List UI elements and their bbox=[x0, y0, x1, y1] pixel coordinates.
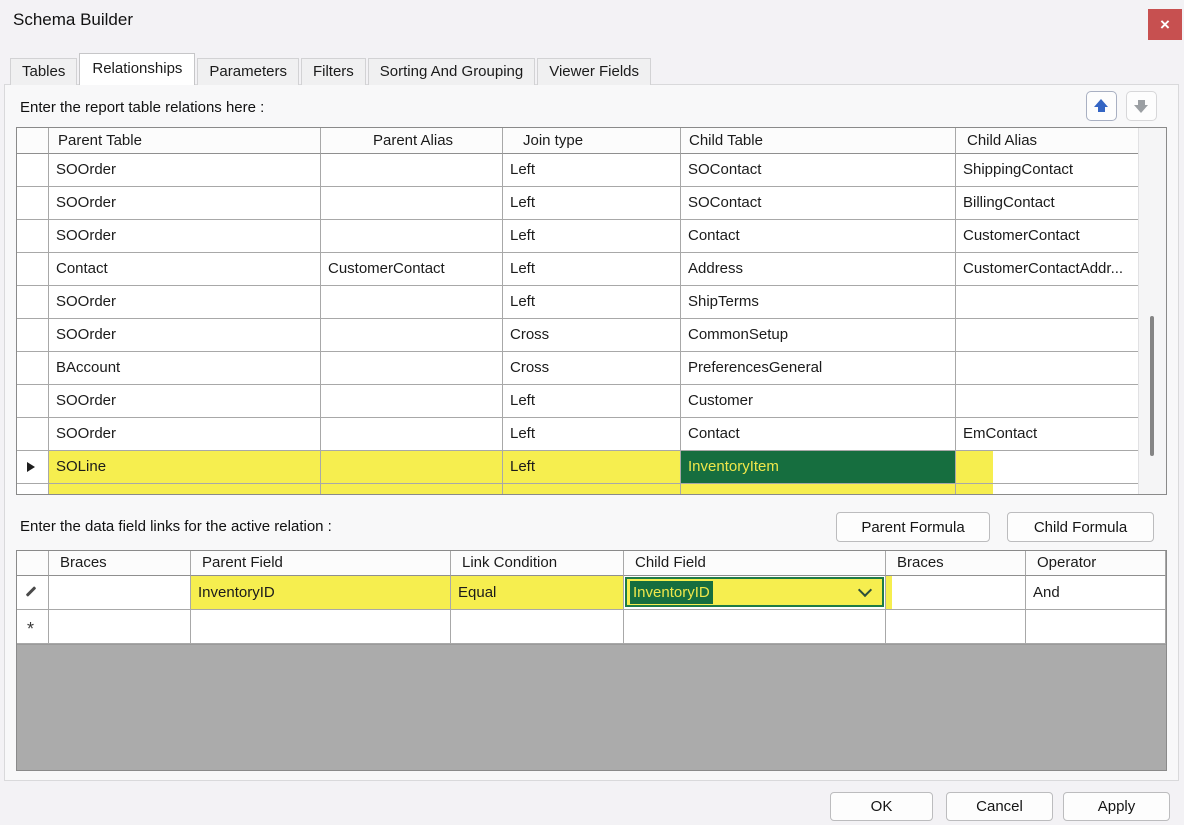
relations-header-row bbox=[17, 128, 1139, 154]
cell-parent_alias[interactable]: CustomerContact bbox=[321, 253, 503, 286]
arrow-up-icon bbox=[1094, 99, 1109, 113]
cell-child_table[interactable]: Address bbox=[681, 253, 956, 286]
cell-child_alias[interactable] bbox=[956, 286, 1139, 319]
ok-button[interactable]: OK bbox=[830, 792, 933, 821]
column-header-parent_field: Parent Field bbox=[191, 551, 451, 576]
table-row bbox=[17, 154, 1139, 187]
chevron-down-icon[interactable] bbox=[858, 583, 872, 597]
cell-join_type[interactable]: Left bbox=[503, 220, 681, 253]
column-header-join_type: Join type bbox=[503, 128, 681, 154]
row-header[interactable] bbox=[17, 187, 49, 220]
cell-child_table[interactable]: Contact bbox=[681, 220, 956, 253]
row-header[interactable] bbox=[17, 610, 49, 644]
cell-child_alias[interactable] bbox=[956, 319, 1139, 352]
cell-join_type[interactable]: Left bbox=[503, 187, 681, 220]
child-formula-button[interactable]: Child Formula bbox=[1007, 512, 1154, 542]
row-header[interactable] bbox=[17, 418, 49, 451]
column-header-parent_alias: Parent Alias bbox=[321, 128, 503, 154]
table-row bbox=[17, 451, 1139, 484]
table-row bbox=[17, 385, 1139, 418]
tab-tables[interactable]: Tables bbox=[10, 58, 77, 85]
cell-join_type[interactable]: Cross bbox=[503, 352, 681, 385]
cell-parent_table[interactable]: SOOrder bbox=[49, 154, 321, 187]
cell-parent_alias[interactable] bbox=[321, 187, 503, 220]
cell-parent_alias[interactable] bbox=[321, 220, 503, 253]
cell-child_table[interactable]: SOContact bbox=[681, 187, 956, 220]
table-row bbox=[17, 352, 1139, 385]
cell-empty[interactable] bbox=[503, 484, 681, 495]
child-field-dropdown[interactable] bbox=[625, 577, 884, 607]
cell-child_alias[interactable]: EmContact bbox=[956, 418, 1139, 451]
scrollbar-thumb[interactable] bbox=[1150, 316, 1154, 456]
column-header-link_condition: Link Condition bbox=[451, 551, 624, 576]
table-row-new bbox=[17, 610, 1166, 644]
cell-operator[interactable]: And bbox=[1026, 576, 1166, 610]
current-row-icon bbox=[27, 462, 35, 472]
cell-parent_table[interactable]: SOOrder bbox=[49, 418, 321, 451]
table-row bbox=[17, 187, 1139, 220]
table-row bbox=[17, 576, 1166, 610]
cell-child_alias[interactable] bbox=[956, 451, 1139, 484]
cell-empty[interactable] bbox=[886, 610, 1026, 644]
table-row bbox=[17, 286, 1139, 319]
cell-empty[interactable] bbox=[1026, 610, 1166, 644]
cell-join_type[interactable]: Left bbox=[503, 286, 681, 319]
cell-child_alias[interactable]: ShippingContact bbox=[956, 154, 1139, 187]
window-title: Schema Builder bbox=[13, 10, 134, 29]
column-header-braces2: Braces bbox=[886, 551, 1026, 576]
tab-strip bbox=[10, 53, 653, 85]
cell-child_table[interactable]: SOContact bbox=[681, 154, 956, 187]
row-header[interactable] bbox=[17, 154, 49, 187]
cell-join_type[interactable]: Cross bbox=[503, 319, 681, 352]
tab-viewer-fields[interactable]: Viewer Fields bbox=[537, 58, 651, 85]
cell-child_alias[interactable]: CustomerContact bbox=[956, 220, 1139, 253]
cell-child_alias[interactable]: BillingContact bbox=[956, 187, 1139, 220]
cell-parent_table[interactable]: SOOrder bbox=[49, 220, 321, 253]
row-header[interactable] bbox=[17, 484, 49, 495]
cell-join_type[interactable]: Left bbox=[503, 385, 681, 418]
cell-braces[interactable] bbox=[49, 576, 191, 610]
cell-empty[interactable] bbox=[49, 610, 191, 644]
tab-relationships[interactable]: Relationships bbox=[79, 53, 195, 85]
close-button[interactable] bbox=[1148, 9, 1182, 40]
relations-label: Enter the report table relations here : bbox=[20, 99, 265, 116]
tab-sorting-and-grouping[interactable]: Sorting And Grouping bbox=[368, 58, 535, 85]
cell-parent_alias[interactable] bbox=[321, 418, 503, 451]
cell-parent_alias[interactable] bbox=[321, 286, 503, 319]
row-header[interactable] bbox=[17, 576, 49, 610]
dropdown-selected-value: InventoryID bbox=[630, 581, 713, 604]
relations-grid bbox=[16, 127, 1167, 495]
row-header[interactable] bbox=[17, 385, 49, 418]
cell-parent_alias[interactable] bbox=[321, 385, 503, 418]
row-header[interactable] bbox=[17, 253, 49, 286]
column-header-child_alias: Child Alias bbox=[956, 128, 1139, 154]
cell-parent_table[interactable]: SOOrder bbox=[49, 319, 321, 352]
cell-empty[interactable] bbox=[451, 610, 624, 644]
cancel-button[interactable]: Cancel bbox=[946, 792, 1053, 821]
cell-child_alias[interactable] bbox=[956, 352, 1139, 385]
column-header-operator: Operator bbox=[1026, 551, 1166, 576]
links-header-row bbox=[17, 551, 1166, 576]
cell-parent_table[interactable]: Contact bbox=[49, 253, 321, 286]
row-header-corner bbox=[17, 551, 49, 576]
close-icon: × bbox=[1160, 14, 1170, 34]
table-row-partial bbox=[17, 484, 1139, 495]
cell-join_type[interactable]: Left bbox=[503, 418, 681, 451]
cell-parent_alias[interactable] bbox=[321, 319, 503, 352]
column-header-braces: Braces bbox=[49, 551, 191, 576]
arrow-down-icon bbox=[1134, 99, 1149, 113]
cell-link_condition[interactable]: Equal bbox=[451, 576, 624, 610]
cell-join_type[interactable]: Left bbox=[503, 451, 681, 484]
cell-child_table[interactable]: Customer bbox=[681, 385, 956, 418]
new-row-asterisk-icon: * bbox=[27, 619, 35, 639]
cell-parent_field[interactable]: InventoryID bbox=[191, 576, 451, 610]
cell-parent_alias[interactable] bbox=[321, 451, 503, 484]
cell-child_table[interactable]: Contact bbox=[681, 418, 956, 451]
row-header[interactable] bbox=[17, 319, 49, 352]
cell-join_type[interactable]: Left bbox=[503, 154, 681, 187]
cell-child_table[interactable]: CommonSetup bbox=[681, 319, 956, 352]
column-header-child_field: Child Field bbox=[624, 551, 886, 576]
cell-child_alias[interactable] bbox=[956, 385, 1139, 418]
cell-parent_table[interactable]: SOOrder bbox=[49, 385, 321, 418]
cell-parent_table[interactable]: SOLine bbox=[49, 451, 321, 484]
column-header-child_table: Child Table bbox=[681, 128, 956, 154]
edit-pencil-icon bbox=[26, 586, 37, 597]
move-down-button[interactable] bbox=[1126, 91, 1157, 121]
cell-child_table[interactable]: PreferencesGeneral bbox=[681, 352, 956, 385]
row-header[interactable] bbox=[17, 451, 49, 484]
cell-empty[interactable] bbox=[191, 610, 451, 644]
cell-empty[interactable] bbox=[624, 610, 886, 644]
cell-parent_alias[interactable] bbox=[321, 352, 503, 385]
cell-parent_alias[interactable] bbox=[321, 154, 503, 187]
cell-braces2[interactable] bbox=[886, 576, 1026, 610]
row-header[interactable] bbox=[17, 352, 49, 385]
cell-child_alias[interactable]: CustomerContactAddr... bbox=[956, 253, 1139, 286]
cell-parent_table[interactable]: SOOrder bbox=[49, 286, 321, 319]
row-header[interactable] bbox=[17, 220, 49, 253]
cell-empty[interactable] bbox=[681, 484, 956, 495]
table-row bbox=[17, 220, 1139, 253]
field-links-grid bbox=[16, 550, 1167, 771]
table-row bbox=[17, 418, 1139, 451]
row-header-corner bbox=[17, 128, 49, 154]
table-row bbox=[17, 319, 1139, 352]
move-up-button[interactable] bbox=[1086, 91, 1117, 121]
cell-empty[interactable] bbox=[321, 484, 503, 495]
column-header-parent_table: Parent Table bbox=[49, 128, 321, 154]
tab-parameters[interactable]: Parameters bbox=[197, 58, 299, 85]
links-label: Enter the data field links for the active relation : bbox=[20, 518, 332, 535]
parent-formula-button[interactable]: Parent Formula bbox=[836, 512, 990, 542]
cell-join_type[interactable]: Left bbox=[503, 253, 681, 286]
cell-parent_table[interactable]: SOOrder bbox=[49, 187, 321, 220]
grid-empty-area bbox=[17, 644, 1166, 771]
cell-child_table[interactable]: InventoryItem bbox=[681, 451, 956, 484]
cell-parent_table[interactable]: BAccount bbox=[49, 352, 321, 385]
apply-button[interactable]: Apply bbox=[1063, 792, 1170, 821]
vertical-scrollbar[interactable] bbox=[1138, 128, 1166, 494]
cell-empty[interactable] bbox=[956, 484, 1139, 495]
cell-child_table[interactable]: ShipTerms bbox=[681, 286, 956, 319]
cell-empty[interactable] bbox=[49, 484, 321, 495]
cell-child_field[interactable] bbox=[624, 576, 886, 610]
tab-filters[interactable]: Filters bbox=[301, 58, 366, 85]
table-row bbox=[17, 253, 1139, 286]
row-header[interactable] bbox=[17, 286, 49, 319]
